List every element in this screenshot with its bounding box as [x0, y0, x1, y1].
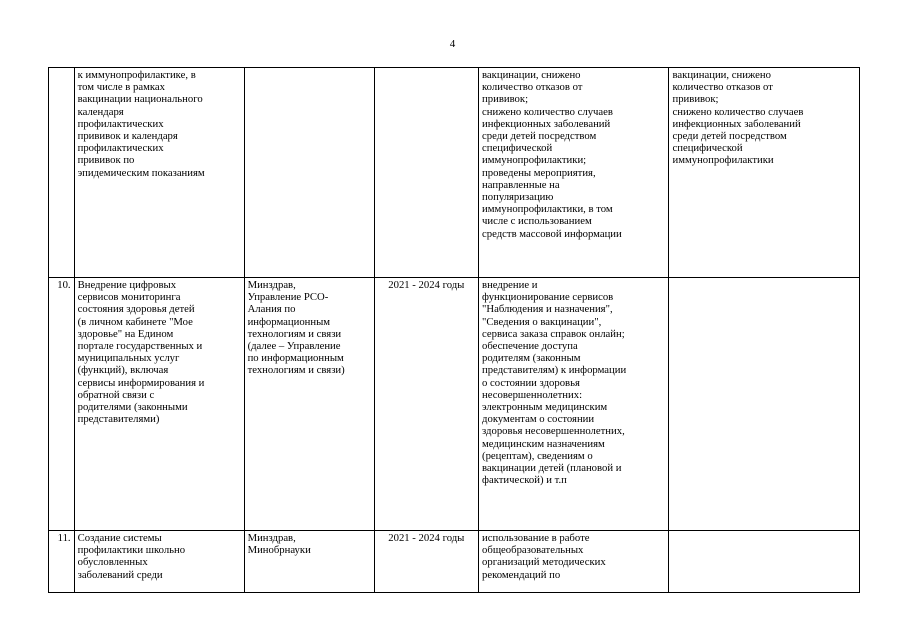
term-cell — [374, 68, 478, 278]
text-line: инфекционных заболеваний — [672, 117, 801, 130]
text-line: вакцинации национального — [77, 93, 203, 106]
text-line: инфекционных заболеваний — [482, 117, 611, 130]
text-line: обратной связи с — [77, 388, 155, 401]
executor-cell — [244, 68, 374, 278]
text-line: технологиям и связи) — [247, 364, 345, 377]
text-line: несовершеннолетних: — [482, 388, 583, 401]
text-line: популяризацию — [482, 191, 554, 204]
text-line: (рецептам), сведениям о — [482, 449, 593, 462]
text-line: сервиса заказа справок онлайн; — [482, 327, 625, 340]
text-line: Создание системы — [77, 532, 162, 544]
text-line: (в личном кабинете "Мое — [77, 315, 193, 328]
text-line: обусловленных — [77, 556, 148, 569]
text-line: "Наблюдения и назначения", — [482, 303, 613, 316]
text-line: организаций методических — [482, 556, 606, 569]
text-line: числе с использованием — [482, 215, 592, 228]
measures-table — [48, 67, 860, 593]
text-line: представителями) — [77, 413, 160, 426]
row-number — [49, 68, 75, 278]
text-line: том числе в рамках — [77, 81, 165, 94]
text-line: проведены мероприятия, — [482, 166, 596, 179]
text-line: вакцинации, снижено — [672, 69, 771, 81]
result-cell — [479, 278, 669, 531]
text-line: документам о состоянии — [482, 413, 595, 426]
text-line: прививок; — [482, 93, 529, 106]
text-line: иммунопрофилактики; — [482, 154, 587, 167]
text-line: прививок и календаря — [77, 130, 178, 143]
text-line: рекомендаций по — [482, 568, 561, 581]
text-line: здоровье" на Едином — [77, 327, 174, 340]
measure-name-cell — [74, 531, 244, 593]
text-line: технологиям и связи — [247, 327, 342, 340]
text-line: функционирование сервисов — [482, 291, 614, 304]
text-line: количество отказов от — [482, 81, 583, 94]
text-line: среди детей посредством — [672, 130, 787, 143]
measure-name-cell — [74, 278, 244, 531]
text-line: направленные на — [482, 178, 560, 191]
text-line: вакцинации, снижено — [482, 69, 581, 81]
text-line: эпидемическим показаниям — [77, 166, 205, 179]
text-line: Минздрав, — [247, 279, 296, 291]
text-line: средств массовой информации — [482, 227, 622, 240]
text-line: о состоянии здоровья — [482, 376, 580, 389]
text-line: здоровья несовершеннолетних, — [482, 425, 625, 438]
measure-name-cell — [74, 68, 244, 278]
text-line: сервисов мониторинга — [77, 291, 181, 304]
text-line: портале государственных и — [77, 340, 203, 353]
note-cell — [669, 68, 860, 278]
text-line: прививок по — [77, 154, 135, 167]
text-line: иммунопрофилактики, в том — [482, 203, 613, 216]
table-row — [49, 278, 860, 531]
text-line: профилактики школьно — [77, 544, 186, 557]
text-line: использование в работе — [482, 532, 590, 544]
text-line: среди детей посредством — [482, 130, 597, 143]
result-cell — [479, 531, 669, 593]
text-line: медицинским назначениям — [482, 437, 605, 450]
result-cell — [479, 68, 669, 278]
note-cell — [669, 278, 860, 531]
note-cell — [669, 531, 860, 593]
text-line: снижено количество случаев — [482, 105, 613, 118]
text-line: Внедрение цифровых — [77, 279, 177, 291]
text-line: по информационным — [247, 352, 344, 365]
text-line: календаря — [77, 105, 124, 118]
row-number: 11. — [49, 531, 75, 593]
text-line: электронным медицинским — [482, 401, 608, 414]
text-line: родителями (законными — [77, 401, 188, 414]
text-line: к иммунопрофилактике, в — [77, 69, 196, 81]
text-line: родителям (законным — [482, 352, 581, 365]
text-line: прививок; — [672, 93, 719, 106]
text-line: иммунопрофилактики — [672, 154, 774, 167]
executor-cell — [244, 531, 374, 593]
term-cell: 2021 - 2024 годы — [374, 278, 478, 531]
text-line: профилактических — [77, 142, 164, 155]
text-line: вакцинации детей (плановой и — [482, 462, 622, 475]
text-line: общеобразовательных — [482, 544, 584, 557]
text-line: состояния здоровья детей — [77, 303, 195, 316]
text-line: Минздрав, — [247, 532, 296, 544]
text-line: представителям) к информации — [482, 364, 627, 377]
text-line: Минобрнауки — [247, 544, 311, 557]
text-line: "Сведения о вакцинации", — [482, 315, 602, 328]
text-line: внедрение и — [482, 279, 538, 291]
table-row — [49, 68, 860, 278]
text-line: (функций), включая — [77, 364, 169, 377]
executor-cell — [244, 278, 374, 531]
text-line: Управление РСО- — [247, 291, 329, 304]
text-line: (далее – Управление — [247, 340, 341, 353]
text-line: заболеваний среди — [77, 568, 163, 581]
text-line: Алания по — [247, 303, 296, 316]
text-line: информационным — [247, 315, 331, 328]
row-number: 10. — [49, 278, 75, 531]
text-line: фактической) и т.п — [482, 474, 567, 487]
text-line: обеспечение доступа — [482, 340, 578, 353]
text-line: специфической — [482, 142, 553, 155]
text-line: муниципальных услуг — [77, 352, 180, 365]
text-line: снижено количество случаев — [672, 105, 804, 118]
text-line: количество отказов от — [672, 81, 773, 94]
text-line: специфической — [672, 142, 743, 155]
text-line: профилактических — [77, 117, 164, 130]
table-row — [49, 531, 860, 593]
term-cell: 2021 - 2024 годы — [374, 531, 478, 593]
page-number: 4 — [449, 38, 456, 50]
text-line: сервисы информирования и — [77, 376, 205, 389]
